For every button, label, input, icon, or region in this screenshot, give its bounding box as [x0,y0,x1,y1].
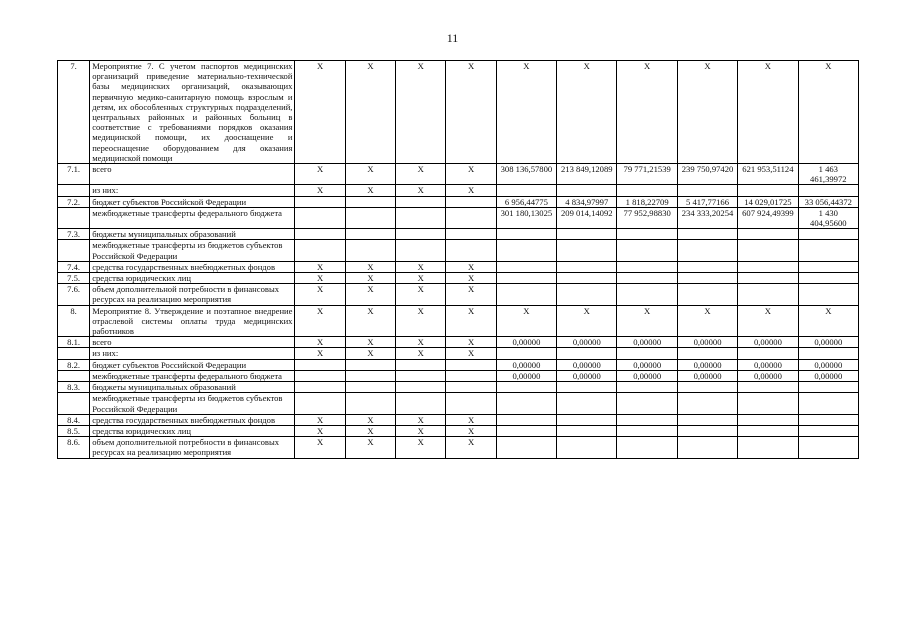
value-cell: 1 430 404,95600 [798,207,858,228]
row-number [58,185,90,196]
table-row [58,370,859,381]
value-cell: X [617,61,677,164]
value-cell [798,348,858,359]
value-cell [557,414,617,425]
value-cell [557,348,617,359]
table-row [58,61,859,164]
table-row [58,284,859,305]
value-cell [798,437,858,458]
indicator-cell [396,240,446,261]
table-row [58,164,859,185]
indicator-cell [446,370,496,381]
row-number [58,348,90,359]
row-number: 8.6. [58,437,90,458]
value-cell [677,414,737,425]
indicator-cell: X [396,261,446,272]
value-cell [496,348,556,359]
indicator-cell: X [345,348,395,359]
row-description: Мероприятие 8. Утверждение и поэтапное внедрение отраслевой системы оплаты труда медицинских работников [90,305,295,337]
value-cell [738,273,798,284]
table-row [58,382,859,393]
row-number [58,207,90,228]
value-cell: 1 463 461,39972 [798,164,858,185]
value-cell [557,273,617,284]
indicator-cell [446,196,496,207]
indicator-cell: X [345,337,395,348]
table-row [58,207,859,228]
value-cell [738,437,798,458]
value-cell: 0,00000 [617,359,677,370]
value-cell [496,382,556,393]
row-number: 8.4. [58,414,90,425]
value-cell: X [496,61,556,164]
indicator-cell: X [295,425,345,436]
page-number: 11 [446,31,459,45]
indicator-cell: X [295,261,345,272]
value-cell [677,393,737,414]
value-cell: 0,00000 [798,370,858,381]
value-cell [677,273,737,284]
row-description: бюджеты муниципальных образований [90,229,295,240]
row-number: 7.4. [58,261,90,272]
row-number: 7.3. [58,229,90,240]
value-cell [557,240,617,261]
indicator-cell: X [345,414,395,425]
indicator-cell: X [345,61,395,164]
value-cell: 239 750,97420 [677,164,737,185]
row-number: 7.6. [58,284,90,305]
value-cell [617,414,677,425]
value-cell [738,393,798,414]
value-cell [738,229,798,240]
value-cell [496,393,556,414]
indicator-cell [345,370,395,381]
indicator-cell [396,393,446,414]
value-cell: 79 771,21539 [617,164,677,185]
value-cell [557,229,617,240]
indicator-cell: X [446,61,496,164]
indicator-cell: X [295,305,345,337]
indicator-cell [345,196,395,207]
indicator-cell [396,196,446,207]
table-row [58,196,859,207]
row-description: из них: [90,348,295,359]
value-cell [798,393,858,414]
indicator-cell: X [446,261,496,272]
value-cell: 209 014,14092 [557,207,617,228]
value-cell [677,240,737,261]
value-cell: 0,00000 [617,370,677,381]
value-cell [496,284,556,305]
value-cell: 0,00000 [677,370,737,381]
value-cell [798,382,858,393]
indicator-cell: X [446,284,496,305]
value-cell [738,261,798,272]
indicator-cell: X [446,273,496,284]
indicator-cell: X [345,305,395,337]
value-cell [617,393,677,414]
value-cell [557,393,617,414]
value-cell: 0,00000 [557,359,617,370]
indicator-cell [345,229,395,240]
value-cell [738,425,798,436]
indicator-cell: X [396,437,446,458]
value-cell [617,229,677,240]
indicator-cell [345,382,395,393]
row-number: 8.3. [58,382,90,393]
indicator-cell: X [396,61,446,164]
table-row [58,337,859,348]
indicator-cell: X [345,185,395,196]
indicator-cell: X [446,305,496,337]
indicator-cell: X [396,284,446,305]
value-cell: 607 924,49399 [738,207,798,228]
value-cell [677,229,737,240]
indicator-cell: X [446,437,496,458]
value-cell: 308 136,57800 [496,164,556,185]
value-cell [798,414,858,425]
table-row [58,414,859,425]
indicator-cell [396,207,446,228]
value-cell: 5 417,77166 [677,196,737,207]
value-cell: 77 952,98830 [617,207,677,228]
value-cell [798,284,858,305]
indicator-cell: X [446,337,496,348]
indicator-cell [295,240,345,261]
value-cell [617,382,677,393]
value-cell: X [738,305,798,337]
indicator-cell [345,207,395,228]
row-number: 8. [58,305,90,337]
row-description: всего [90,164,295,185]
value-cell [617,273,677,284]
table-body [58,61,859,459]
indicator-cell: X [396,348,446,359]
value-cell [738,414,798,425]
table-row [58,185,859,196]
value-cell: 0,00000 [557,370,617,381]
value-cell [617,261,677,272]
indicator-cell: X [295,414,345,425]
indicator-cell: X [295,437,345,458]
value-cell [496,229,556,240]
value-cell: 0,00000 [557,337,617,348]
row-number: 7.1. [58,164,90,185]
value-cell: 301 180,13025 [496,207,556,228]
row-number: 7.2. [58,196,90,207]
value-cell: 213 849,12089 [557,164,617,185]
value-cell [798,229,858,240]
value-cell: X [557,61,617,164]
value-cell: 621 953,51124 [738,164,798,185]
value-cell [496,261,556,272]
row-description: объем дополнительной потребности в финансовых ресурсах на реализацию мероприятия [90,284,295,305]
row-description: бюджет субъектов Российской Федерации [90,196,295,207]
indicator-cell: X [345,261,395,272]
indicator-cell [446,359,496,370]
value-cell: 0,00000 [738,370,798,381]
table-row [58,240,859,261]
row-number: 7. [58,61,90,164]
value-cell [496,240,556,261]
value-cell: 0,00000 [738,337,798,348]
value-cell: 0,00000 [677,337,737,348]
indicator-cell: X [446,185,496,196]
row-number [58,240,90,261]
value-cell: X [677,61,737,164]
value-cell [617,185,677,196]
indicator-cell: X [295,348,345,359]
value-cell [557,185,617,196]
indicator-cell: X [446,164,496,185]
value-cell [557,425,617,436]
indicator-cell [345,393,395,414]
value-cell [677,261,737,272]
table-row [58,229,859,240]
indicator-cell: X [295,337,345,348]
indicator-cell: X [446,425,496,436]
value-cell [496,185,556,196]
value-cell [617,284,677,305]
row-description: бюджет субъектов Российской Федерации [90,359,295,370]
value-cell: 0,00000 [496,370,556,381]
row-description: средства юридических лиц [90,425,295,436]
value-cell [677,437,737,458]
indicator-cell [345,240,395,261]
value-cell [798,240,858,261]
value-cell [798,273,858,284]
indicator-cell: X [396,164,446,185]
value-cell: 0,00000 [738,359,798,370]
value-cell: 14 029,01725 [738,196,798,207]
value-cell [617,348,677,359]
table-row [58,425,859,436]
row-number: 8.1. [58,337,90,348]
value-cell: 0,00000 [798,337,858,348]
budget-table [57,60,859,459]
indicator-cell [446,382,496,393]
indicator-cell [396,229,446,240]
value-cell: 0,00000 [798,359,858,370]
row-description: объем дополнительной потребности в финансовых ресурсах на реализацию мероприятия [90,437,295,458]
value-cell: 33 056,44372 [798,196,858,207]
value-cell [798,185,858,196]
row-description: всего [90,337,295,348]
value-cell [738,240,798,261]
value-cell [496,273,556,284]
indicator-cell [295,382,345,393]
indicator-cell [295,393,345,414]
value-cell [738,348,798,359]
indicator-cell [446,207,496,228]
value-cell [617,240,677,261]
indicator-cell [396,359,446,370]
value-cell: X [557,305,617,337]
value-cell [738,284,798,305]
indicator-cell: X [396,337,446,348]
value-cell [557,261,617,272]
value-cell: 0,00000 [617,337,677,348]
indicator-cell [295,207,345,228]
row-description: Мероприятие 7. С учетом паспортов медицинских организаций приведение материально-технической базы медицинских организаций, оказывающих первичную медико-санитарную помощь взрослым и детям, их обособленных структурных подразделений, центральных районных и районных больниц в соответствие с требованиями порядков оказания медицинской помощи, их дооснащение и переоснащение оборудованием для оказания медицинской помощи [90,61,295,164]
table-row [58,305,859,337]
table-row [58,261,859,272]
indicator-cell: X [396,414,446,425]
indicator-cell: X [295,185,345,196]
indicator-cell [345,359,395,370]
value-cell [496,425,556,436]
indicator-cell [295,359,345,370]
row-description: средства государственных внебюджетных фондов [90,261,295,272]
indicator-cell: X [345,273,395,284]
indicator-cell [396,370,446,381]
value-cell: X [677,305,737,337]
indicator-cell: X [295,61,345,164]
indicator-cell: X [396,185,446,196]
indicator-cell: X [396,305,446,337]
indicator-cell: X [446,348,496,359]
value-cell: 1 818,22709 [617,196,677,207]
value-cell [677,348,737,359]
value-cell [557,437,617,458]
value-cell: X [496,305,556,337]
value-cell [677,284,737,305]
value-cell [557,284,617,305]
indicator-cell: X [345,284,395,305]
table-row [58,437,859,458]
value-cell [738,185,798,196]
row-number: 7.5. [58,273,90,284]
indicator-cell [295,229,345,240]
indicator-cell: X [345,164,395,185]
value-cell: X [798,305,858,337]
value-cell: 4 834,97997 [557,196,617,207]
value-cell [496,437,556,458]
indicator-cell [295,196,345,207]
value-cell: 0,00000 [677,359,737,370]
indicator-cell: X [295,164,345,185]
row-number: 8.5. [58,425,90,436]
row-description: межбюджетные трансферты из бюджетов субъектов Российской Федерации [90,393,295,414]
value-cell [677,382,737,393]
row-number: 8.2. [58,359,90,370]
value-cell [677,185,737,196]
value-cell: 0,00000 [496,359,556,370]
row-description: из них: [90,185,295,196]
value-cell [798,425,858,436]
row-description: средства государственных внебюджетных фондов [90,414,295,425]
value-cell [617,437,677,458]
indicator-cell: X [295,284,345,305]
indicator-cell: X [446,414,496,425]
row-description: межбюджетные трансферты федерального бюджета [90,370,295,381]
indicator-cell [446,229,496,240]
row-number [58,370,90,381]
row-description: бюджеты муниципальных образований [90,382,295,393]
indicator-cell [446,240,496,261]
row-number [58,393,90,414]
value-cell: 234 333,20254 [677,207,737,228]
value-cell: 6 956,44775 [496,196,556,207]
value-cell: 0,00000 [496,337,556,348]
indicator-cell [396,382,446,393]
indicator-cell: X [396,425,446,436]
indicator-cell: X [396,273,446,284]
table-row [58,273,859,284]
value-cell [496,414,556,425]
table-row [58,393,859,414]
indicator-cell: X [345,425,395,436]
value-cell: X [798,61,858,164]
indicator-cell [295,370,345,381]
indicator-cell [446,393,496,414]
row-description: средства юридических лиц [90,273,295,284]
table-row [58,359,859,370]
value-cell [798,261,858,272]
value-cell [677,425,737,436]
indicator-cell: X [345,437,395,458]
value-cell: X [617,305,677,337]
row-description: межбюджетные трансферты из бюджетов субъектов Российской Федерации [90,240,295,261]
value-cell [557,382,617,393]
table-row [58,348,859,359]
row-description: межбюджетные трансферты федерального бюджета [90,207,295,228]
value-cell [738,382,798,393]
value-cell [617,425,677,436]
value-cell: X [738,61,798,164]
indicator-cell: X [295,273,345,284]
